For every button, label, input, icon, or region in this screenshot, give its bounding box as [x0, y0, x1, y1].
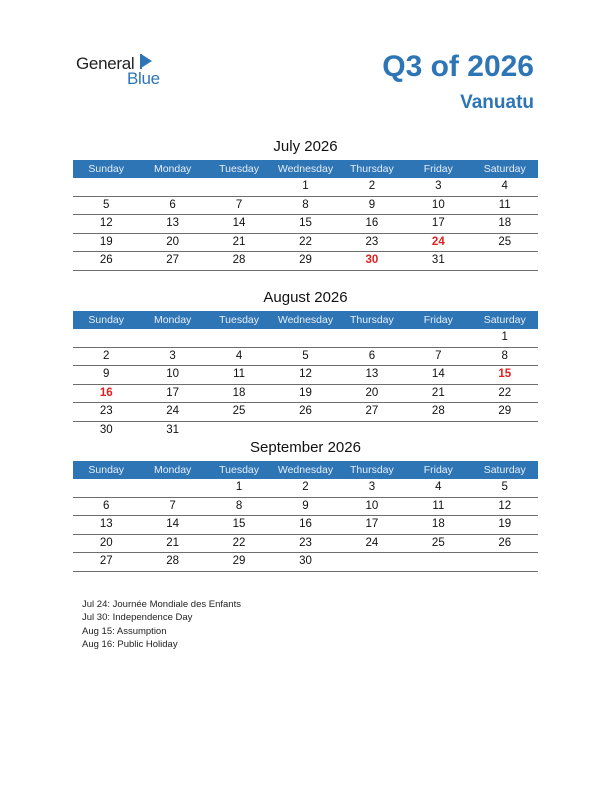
month-calendar-july [73, 136, 538, 271]
day-cell: 18 [498, 217, 512, 229]
day-cell: 29 [498, 405, 512, 417]
day-cell: 30 [299, 555, 312, 567]
weekday-label: Thursday [350, 464, 394, 476]
day-cell [73, 178, 139, 196]
day-cell: 27 [99, 555, 113, 567]
holiday-note: Jul 24: Journée Mondiale des Enfants [82, 599, 241, 610]
day-cell: 17 [431, 217, 445, 229]
day-cell [139, 479, 205, 497]
month-calendar-september [73, 437, 538, 572]
day-cell [339, 329, 405, 347]
day-cell: 7 [169, 499, 176, 512]
weekday-label: Tuesday [219, 163, 259, 175]
weekday-header [73, 311, 538, 329]
day-cell: 10 [431, 198, 445, 211]
day-cell: 29 [299, 254, 312, 266]
day-cell: 19 [99, 235, 113, 248]
day-cell: 22 [299, 235, 312, 248]
day-cell: 3 [169, 349, 176, 362]
weekday-label: Monday [153, 314, 192, 326]
month-calendar-august [73, 287, 538, 439]
day-cell: 6 [368, 349, 376, 362]
weekday-label: Friday [423, 163, 453, 175]
day-cell: 23 [99, 405, 113, 417]
day-cell: 23 [299, 536, 312, 549]
week-row [73, 535, 538, 554]
day-cell: 11 [233, 368, 246, 380]
holiday-note: Jul 30: Independence Day [82, 612, 193, 624]
day-cell: 10 [365, 499, 379, 512]
day-cell: 20 [99, 536, 113, 549]
day-cell: 19 [498, 518, 512, 530]
day-cell [139, 329, 205, 347]
week-row [73, 215, 538, 234]
day-cell: 16 [299, 518, 312, 530]
weekday-label: Thursday [350, 314, 394, 326]
week-row [73, 234, 538, 253]
day-cell: 25 [232, 405, 246, 417]
day-cell: 8 [235, 499, 243, 512]
weekday-label: Friday [423, 314, 453, 326]
weekday-label: Saturday [483, 314, 526, 326]
week-row [73, 498, 538, 517]
logo [76, 54, 176, 88]
day-cell: 27 [365, 405, 379, 417]
week-row [73, 385, 538, 404]
day-cell: 23 [365, 235, 379, 248]
day-cell: 9 [302, 499, 309, 512]
holiday-day-cell: 30 [365, 254, 379, 266]
day-cell: 26 [299, 405, 312, 417]
day-cell: 9 [368, 198, 376, 211]
weekday-label: Saturday [483, 163, 526, 175]
day-cell: 24 [365, 536, 379, 549]
week-row [73, 366, 538, 385]
day-cell: 2 [103, 349, 110, 362]
day-cell [73, 329, 139, 347]
day-cell: 2 [368, 180, 376, 192]
day-cell: 13 [166, 217, 180, 229]
holiday-notes [82, 598, 241, 651]
day-cell [73, 479, 139, 497]
day-cell: 11 [432, 499, 445, 512]
weekday-label: Wednesday [277, 314, 334, 326]
weekday-label: Saturday [483, 464, 526, 476]
day-cell: 12 [99, 217, 113, 229]
day-cell: 6 [103, 499, 110, 512]
day-cell: 26 [99, 254, 113, 266]
day-cell [272, 329, 338, 347]
month-title: September 2026 [250, 439, 361, 456]
day-cell: 13 [99, 518, 113, 530]
day-cell: 25 [431, 536, 445, 549]
weekday-label: Tuesday [219, 464, 259, 476]
week-row [73, 553, 538, 572]
weekday-label: Friday [423, 464, 453, 476]
day-cell [206, 329, 272, 347]
day-cell: 31 [431, 254, 445, 266]
day-cell: 18 [431, 518, 445, 530]
day-cell [405, 553, 471, 571]
day-cell: 18 [232, 386, 246, 399]
day-cell: 1 [501, 331, 508, 343]
day-cell: 4 [235, 349, 243, 362]
day-cell: 11 [498, 198, 511, 211]
holiday-day-cell: 24 [431, 235, 445, 248]
day-cell: 15 [299, 217, 312, 229]
day-cell: 17 [166, 386, 180, 399]
day-cell [139, 178, 205, 196]
day-cell: 10 [166, 368, 180, 380]
day-cell: 12 [498, 499, 512, 512]
day-cell: 30 [99, 423, 113, 436]
weekday-header [73, 160, 538, 178]
weekday-header [73, 461, 538, 479]
day-cell: 25 [498, 235, 512, 248]
day-cell: 3 [435, 180, 442, 192]
holiday-day-cell: 16 [99, 386, 113, 399]
holiday-day-cell: 15 [498, 368, 512, 380]
day-cell [472, 553, 538, 571]
day-cell: 1 [302, 180, 309, 192]
flag-icon [141, 54, 152, 68]
holiday-note: Aug 16: Public Holiday [82, 638, 178, 650]
month-title: July 2026 [273, 138, 338, 155]
weekday-label: Wednesday [277, 163, 334, 175]
weekday-label: Sunday [88, 464, 125, 476]
weekday-label: Monday [153, 163, 192, 175]
day-cell: 29 [232, 555, 246, 567]
day-cell [405, 329, 471, 347]
country-name: Vanuatu [460, 92, 534, 113]
week-row [73, 516, 538, 535]
day-cell: 15 [232, 518, 246, 530]
day-cell: 26 [498, 536, 512, 549]
logo-general-text: General [76, 54, 135, 73]
day-cell: 22 [232, 536, 246, 549]
day-cell: 7 [235, 198, 243, 211]
day-cell [206, 178, 272, 196]
week-row [73, 329, 538, 348]
day-cell: 14 [166, 518, 180, 530]
week-row [73, 252, 538, 271]
day-cell [339, 553, 405, 571]
day-cell: 21 [232, 235, 246, 248]
page-title: Q3 of 2026 [382, 50, 534, 83]
day-cell: 4 [435, 481, 442, 493]
day-cell: 7 [435, 349, 442, 362]
day-cell [472, 252, 538, 270]
week-row [73, 479, 538, 498]
day-cell: 27 [166, 254, 180, 266]
day-cell: 20 [166, 235, 180, 248]
day-cell: 13 [365, 368, 379, 380]
day-cell: 20 [365, 386, 379, 399]
week-row [73, 197, 538, 216]
day-cell: 21 [166, 536, 180, 549]
day-cell: 9 [103, 368, 110, 380]
day-cell: 28 [166, 555, 180, 567]
week-row [73, 348, 538, 367]
day-cell: 8 [501, 349, 508, 362]
weekday-label: Monday [153, 464, 192, 476]
day-cell: 16 [365, 217, 379, 229]
weekday-label: Sunday [88, 314, 125, 326]
day-cell: 17 [365, 518, 379, 530]
day-cell: 12 [299, 368, 312, 380]
day-cell: 14 [232, 217, 246, 229]
day-cell: 28 [232, 254, 246, 266]
day-cell: 14 [431, 368, 445, 380]
day-cell: 2 [302, 481, 309, 493]
day-cell: 4 [501, 180, 508, 192]
weekday-label: Tuesday [219, 314, 259, 326]
day-cell: 5 [103, 198, 110, 211]
day-cell: 5 [302, 349, 309, 362]
day-cell: 28 [431, 405, 445, 417]
day-cell: 21 [431, 386, 445, 399]
holiday-note: Aug 15: Assumption [82, 625, 167, 637]
day-cell: 22 [498, 386, 512, 399]
month-title: August 2026 [263, 289, 348, 306]
day-cell: 31 [166, 423, 180, 436]
weekday-label: Wednesday [277, 464, 334, 476]
day-cell: 5 [501, 481, 508, 493]
week-row [73, 178, 538, 197]
week-row [73, 403, 538, 422]
logo-blue-text: Blue [127, 69, 160, 88]
day-cell: 19 [299, 386, 312, 399]
day-cell: 8 [302, 198, 309, 211]
day-cell: 24 [166, 405, 180, 417]
day-cell: 3 [368, 481, 376, 493]
weekday-label: Thursday [350, 163, 394, 175]
day-cell: 6 [169, 198, 176, 211]
weekday-label: Sunday [88, 163, 125, 175]
day-cell: 1 [235, 481, 243, 493]
